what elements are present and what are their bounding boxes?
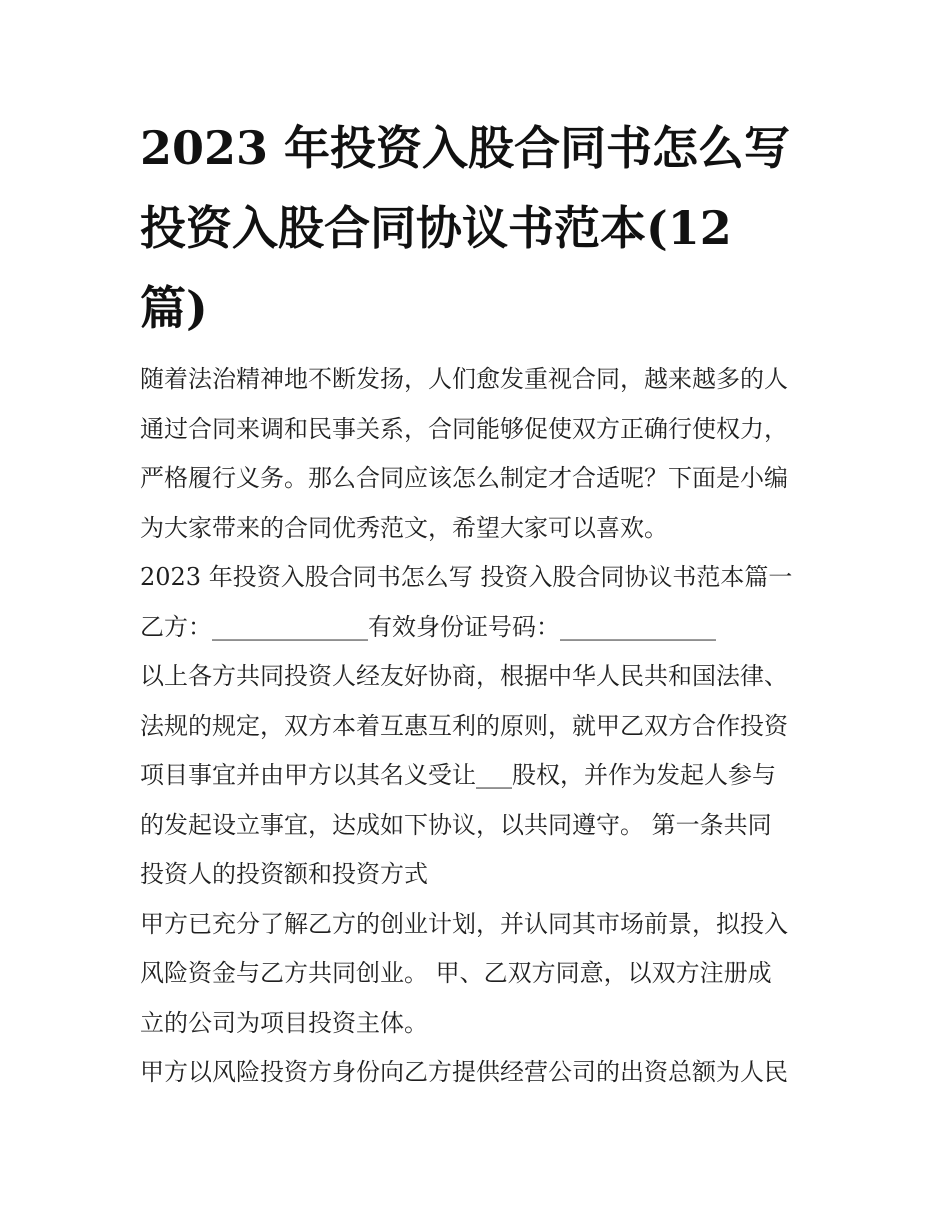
title-line: 篇) [140,281,208,335]
body-text-line: 的发起设立事宜，达成如下协议，以共同遵守。 第一条共同 [140,810,772,839]
body-text-line: 甲方以风险投资方身份向乙方提供经营公司的出资总额为人民 [140,1058,788,1086]
body-text-line: 项目事宜并由甲方以其名义受让___股权，并作为发起人参与 [140,761,776,789]
intro-text-line: 为大家带来的合同优秀范文，希望大家可以喜欢。 [140,513,668,542]
intro-text-line: 随着法治精神地不断发扬，人们愈发重视合同，越来越多的人 [140,365,788,393]
document-title [140,108,820,348]
title-line: 投资入股合同协议书范本(12 [140,201,732,255]
body-text-line: 立的公司为项目投资主体。 [140,1008,428,1037]
body-text-line: 甲方已充分了解乙方的创业计划，并认同其市场前景，拟投入 [140,909,788,938]
body-text-line: 法规的规定，双方本着互惠互利的原则，就甲乙双方合作投资 [140,711,788,740]
party-b-field-line: 乙方：_____________有效身份证号码：_____________ [140,612,716,641]
section-heading: 2023 年投资入股合同书怎么写 投资入股合同协议书范本篇一 [140,563,793,591]
body-text-line: 投资人的投资额和投资方式 [140,860,428,888]
intro-text-line: 严格履行义务。那么合同应该怎么制定才合适呢？下面是小编 [140,464,788,492]
body-text-line: 风险资金与乙方共同创业。 甲、乙双方同意，以双方注册成 [140,959,772,987]
intro-text-line: 通过合同来调和民事关系，合同能够促使双方正确行使权力， [140,414,788,443]
title-line: 2023 年投资入股合同书怎么写 [140,121,791,175]
document-body [140,355,820,1098]
body-text-line: 以上各方共同投资人经友好协商，根据中华人民共和国法律、 [140,662,788,690]
